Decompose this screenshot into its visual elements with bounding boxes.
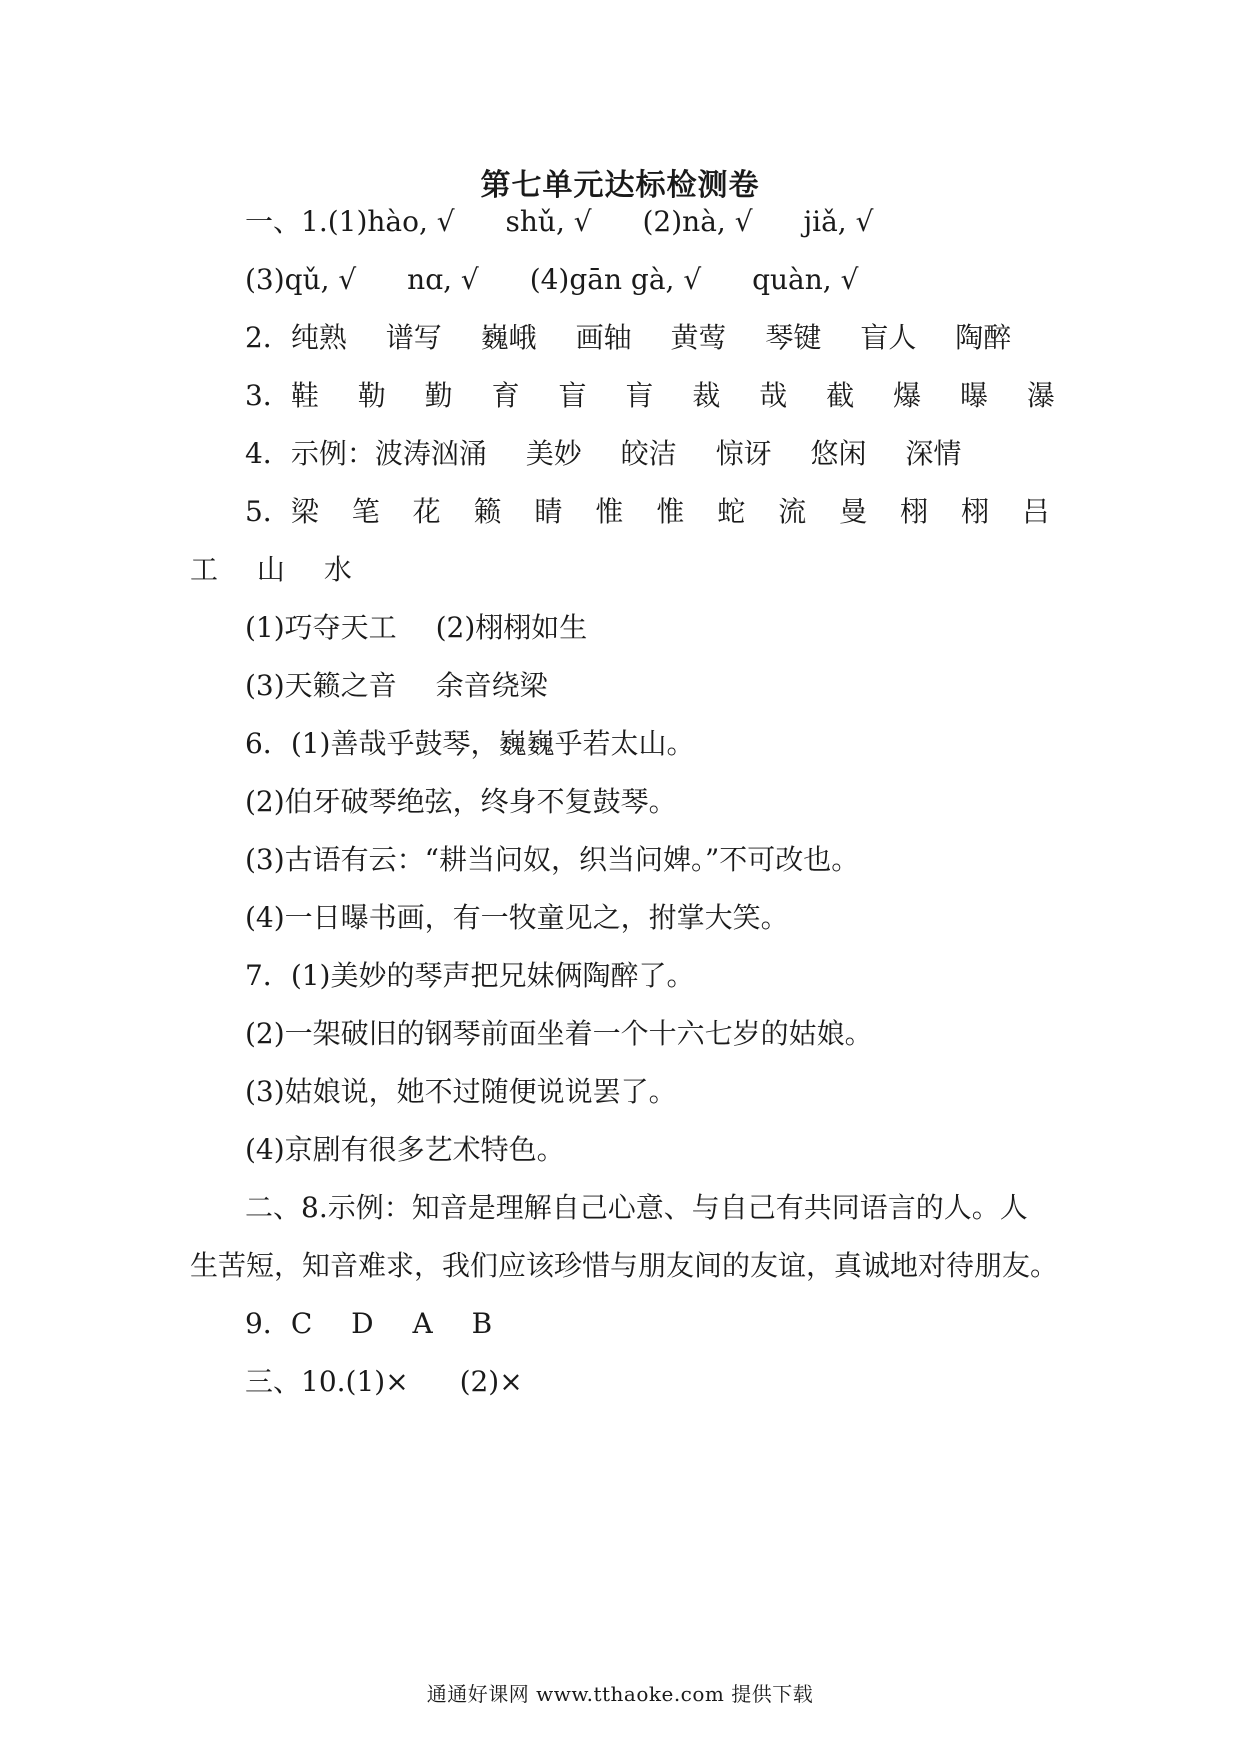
- q5-item: 惟: [656, 495, 685, 528]
- q5-item: 水: [323, 553, 352, 586]
- q7-line: (4)京剧有很多艺术特色。: [245, 1133, 565, 1166]
- q8-line-2: 生苦短，知音难求，我们应该珍惜与朋友间的友谊，真诚地对待朋友。: [190, 1249, 1059, 1282]
- q10-item: 三、10.(1)×: [245, 1365, 409, 1398]
- q9-item: A: [412, 1307, 433, 1340]
- q3-line: [245, 376, 1055, 416]
- q4-item: 惊讶: [715, 437, 772, 470]
- q5-item: 栩: [900, 495, 929, 528]
- q6-line: (2)伯牙破琴绝弦，终身不复鼓琴。: [245, 785, 677, 818]
- q1-item: jiǎ, √: [803, 205, 874, 238]
- q5-row-1: [245, 492, 1050, 532]
- q5-item: 工: [190, 553, 219, 586]
- q5-row-2: [190, 550, 352, 590]
- q6-line: (3)古语有云：“耕当问奴，织当问婢。”不可改也。: [245, 843, 860, 876]
- q9-item: 9．C: [245, 1307, 313, 1340]
- q2-item: 画轴: [575, 321, 632, 354]
- q5-item: 流: [778, 495, 807, 528]
- q6-line: 6．(1)善哉乎鼓琴，巍巍乎若太山。: [245, 727, 695, 760]
- q1-item: (4)gān gà, √: [529, 263, 702, 296]
- q5-item: 惟: [595, 495, 624, 528]
- q4-line: [245, 434, 961, 474]
- q7-line: (2)一架破旧的钢琴前面坐着一个十六七岁的姑娘。: [245, 1017, 873, 1050]
- q10-line: [245, 1362, 523, 1402]
- footer-source: 通通好课网 www.tthaoke.com 提供下载: [426, 1682, 814, 1706]
- q1-item: (3)qǔ, √: [245, 263, 357, 296]
- q5-item: 5．梁: [245, 495, 319, 528]
- q5-item: 吕: [1021, 495, 1050, 528]
- q4-item: 皎洁: [620, 437, 677, 470]
- q1-item: (2)nà, √: [642, 205, 753, 238]
- q4-item: 4．示例：波涛汹涌: [245, 437, 487, 470]
- q3-item: 育: [491, 379, 520, 412]
- q5-item: 曼: [839, 495, 868, 528]
- q4-item: 深情: [905, 437, 962, 470]
- q5-item: 蛇: [717, 495, 746, 528]
- q1-item: shǔ, √: [505, 205, 592, 238]
- q1-item: quàn, √: [752, 263, 859, 296]
- q3-item: 瀑: [1026, 379, 1055, 412]
- q5-answer-item: 余音绕梁: [435, 669, 548, 702]
- q3-item: 裁: [692, 379, 721, 412]
- q3-item: 哉: [759, 379, 788, 412]
- q2-item: 谱写: [385, 321, 442, 354]
- q5-answer-item: (3)天籁之音: [245, 669, 397, 702]
- q1-item: nɑ, √: [407, 263, 479, 296]
- q1-line-1: [245, 202, 873, 242]
- q5-answer-2: [245, 666, 548, 706]
- q5-answer-item: (1)巧夺天工: [245, 611, 397, 644]
- q5-item: 花: [412, 495, 441, 528]
- q2-item: 陶醉: [955, 321, 1012, 354]
- q5-answer-1: [245, 608, 587, 648]
- q5-item: 籁: [473, 495, 502, 528]
- q8-line-1: 二、8.示例：知音是理解自己心意、与自己有共同语言的人。人: [245, 1191, 1028, 1224]
- q2-item: 琴键: [765, 321, 822, 354]
- q6-line: (4)一日曝书画，有一牧童见之，拊掌大笑。: [245, 901, 789, 934]
- q3-item: 勒: [357, 379, 386, 412]
- q7-line: 7．(1)美妙的琴声把兄妹俩陶醉了。: [245, 959, 695, 992]
- q3-item: 盲: [558, 379, 587, 412]
- q9-item: B: [471, 1307, 493, 1340]
- q5-item: 笔: [351, 495, 380, 528]
- q2-item: 2．纯熟: [245, 321, 347, 354]
- q1-line-2: [245, 260, 858, 300]
- q3-item: 勤: [424, 379, 453, 412]
- q4-item: 美妙: [525, 437, 582, 470]
- q3-item: 爆: [893, 379, 922, 412]
- q9-item: D: [351, 1307, 374, 1340]
- q2-line: [245, 318, 1011, 358]
- q3-item: 曝: [960, 379, 989, 412]
- q5-item: 睛: [534, 495, 563, 528]
- q3-item: 3．鞋: [245, 379, 319, 412]
- q2-item: 盲人: [860, 321, 917, 354]
- q7-line: (3)姑娘说，她不过随便说说罢了。: [245, 1075, 677, 1108]
- q3-item: 肓: [625, 379, 654, 412]
- q9-line: [245, 1304, 492, 1344]
- q5-answer-item: (2)栩栩如生: [435, 611, 588, 644]
- q5-item: 山: [256, 553, 285, 586]
- q4-item: 悠闲: [810, 437, 867, 470]
- q2-item: 巍峨: [480, 321, 537, 354]
- q1-item: 一、1.(1)hào, √: [245, 205, 455, 238]
- page-title: 第七单元达标检测卷: [480, 168, 760, 203]
- q5-item: 栩: [960, 495, 989, 528]
- q2-item: 黄莺: [670, 321, 727, 354]
- q10-item: (2)×: [459, 1365, 523, 1398]
- q3-item: 截: [826, 379, 855, 412]
